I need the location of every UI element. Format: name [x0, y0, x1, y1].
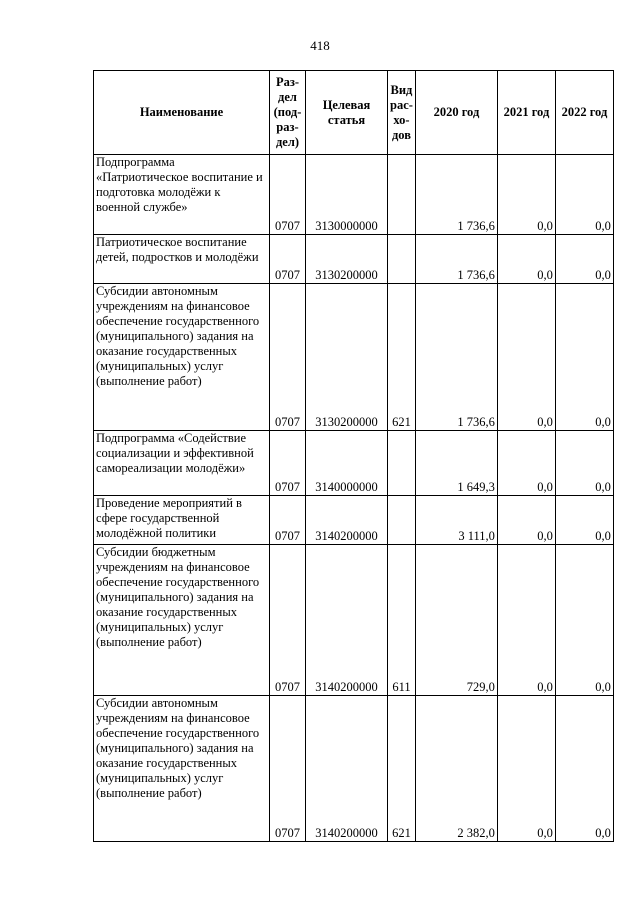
row-2020: 1 736,6: [415, 155, 497, 235]
row-type: [388, 235, 416, 284]
row-name: Проведение мероприятий в сфере государственной молодёжной политики: [94, 496, 270, 545]
row-2022: 0,0: [555, 155, 613, 235]
row-2022: 0,0: [555, 545, 613, 696]
header-2022: 2022 год: [555, 71, 613, 155]
row-name: Патриотическое воспитание детей, подростков и молодёжи: [94, 235, 270, 284]
header-2021: 2021 год: [497, 71, 555, 155]
row-section: 0707: [270, 431, 306, 496]
row-2020: 1 736,6: [415, 235, 497, 284]
row-2021: 0,0: [497, 545, 555, 696]
row-name: Подпрограмма «Содействие социализации и эффективной самореализации молодёжи»: [94, 431, 270, 496]
row-type: 621: [388, 284, 416, 431]
row-2020: 2 382,0: [415, 696, 497, 842]
row-name: Субсидии автономным учреждениям на финансовое обеспечение государственного (муниципального) задания на оказание государственных (муниципальных) услуг (выполнение работ): [94, 696, 270, 842]
row-target: 3130200000: [306, 235, 388, 284]
row-2021: 0,0: [497, 235, 555, 284]
row-2022: 0,0: [555, 496, 613, 545]
row-2021: 0,0: [497, 284, 555, 431]
row-type: [388, 496, 416, 545]
table-row: [94, 284, 614, 431]
row-type: [388, 431, 416, 496]
table-row: [94, 431, 614, 496]
header-2020: 2020 год: [415, 71, 497, 155]
row-type: 621: [388, 696, 416, 842]
row-2022: 0,0: [555, 284, 613, 431]
row-2020: 1 736,6: [415, 284, 497, 431]
header-name: Наименование: [94, 71, 270, 155]
row-section: 0707: [270, 155, 306, 235]
row-2021: 0,0: [497, 431, 555, 496]
row-target: 3140200000: [306, 545, 388, 696]
row-target: 3140200000: [306, 696, 388, 842]
header-section: Раз- дел (под- раз- дел): [270, 71, 306, 155]
table-row: [94, 496, 614, 545]
row-target: 3140000000: [306, 431, 388, 496]
row-name: Подпрограмма «Патриотическое воспитание и подготовка молодёжи к военной службе»: [94, 155, 270, 235]
row-2020: 1 649,3: [415, 431, 497, 496]
header-target: Целевая статья: [306, 71, 388, 155]
header-row: [94, 71, 614, 155]
row-type: [388, 155, 416, 235]
row-2021: 0,0: [497, 155, 555, 235]
row-2021: 0,0: [497, 696, 555, 842]
row-section: 0707: [270, 496, 306, 545]
table-row: [94, 235, 614, 284]
row-target: 3130200000: [306, 284, 388, 431]
header-type: Вид рас- хо- дов: [388, 71, 416, 155]
row-name: Субсидии бюджетным учреждениям на финансовое обеспечение государственного (муниципального) задания на оказание государственных (муниципальных) услуг (выполнение работ): [94, 545, 270, 696]
row-type: 611: [388, 545, 416, 696]
row-2021: 0,0: [497, 496, 555, 545]
row-section: 0707: [270, 696, 306, 842]
row-2020: 3 111,0: [415, 496, 497, 545]
row-2022: 0,0: [555, 431, 613, 496]
row-2022: 0,0: [555, 235, 613, 284]
row-2020: 729,0: [415, 545, 497, 696]
table-row: [94, 696, 614, 842]
row-target: 3130000000: [306, 155, 388, 235]
page-number: 418: [310, 38, 330, 53]
row-section: 0707: [270, 545, 306, 696]
row-section: 0707: [270, 235, 306, 284]
row-section: 0707: [270, 284, 306, 431]
row-name: Субсидии автономным учреждениям на финансовое обеспечение государственного (муниципального) задания на оказание государственных (муниципальных) услуг (выполнение работ): [94, 284, 270, 431]
table-row: [94, 155, 614, 235]
row-2022: 0,0: [555, 696, 613, 842]
row-target: 3140200000: [306, 496, 388, 545]
budget-table: [93, 70, 614, 842]
table-row: [94, 545, 614, 696]
